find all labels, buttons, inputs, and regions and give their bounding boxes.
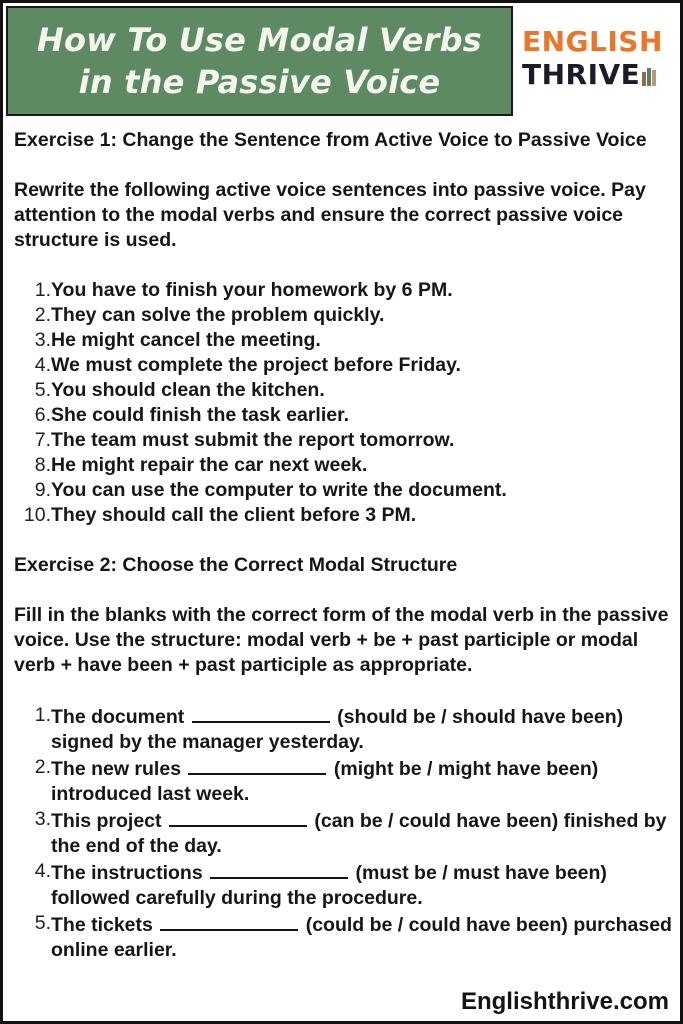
item-text: They can solve the problem quickly. [51,304,385,326]
item-number: 1. [34,279,51,301]
item-text [51,859,674,911]
list-item [14,911,674,963]
item-text [51,911,674,963]
list-item [14,428,674,453]
item-number: 2. [34,756,51,778]
list-item [14,403,674,428]
list-item [14,328,674,353]
item-number: 10. [23,504,51,526]
item-text-before: The instructions [51,862,203,884]
item-number: 5. [34,912,51,934]
brand-logo-bottom: THRIVE [522,58,641,91]
exercise-1-instructions: Rewrite the following active voice sentences into passive voice. Pay attention to the modal verbs and ensure the correct passive voice structure is used. [14,179,646,251]
item-number: 5. [34,379,51,401]
item-text-before: The tickets [51,914,153,936]
item-number: 3. [34,808,51,830]
item-text: He might cancel the meeting. [51,329,321,351]
item-text-before: The new rules [51,758,182,780]
brand-logo-bottom-row [522,58,672,92]
list-item [14,378,674,403]
exercise-2-instructions: Fill in the blanks with the correct form of the modal verb in the passive voice. Use the structure: modal verb + be + past participle or modal verb + have been + past participle as appropriate. [14,604,669,676]
item-text-after: (must be / must have been) followed carefully during the procedure. [51,862,607,909]
item-text: The team must submit the report tomorrow. [51,429,455,451]
list-item [14,503,674,528]
item-number: 9. [34,479,51,501]
item-number: 4. [34,860,51,882]
list-item [14,453,674,478]
item-text [51,703,674,755]
item-number: 4. [34,354,51,376]
books-icon [642,64,657,86]
list-item [14,278,674,303]
item-text [51,755,674,807]
item-text-after: (can be / could have been) finished by the end of the day. [51,810,667,857]
item-text [51,807,674,859]
fill-in-blank[interactable] [188,755,326,775]
worksheet-content [14,128,674,963]
item-text: He might repair the car next week. [51,454,368,476]
item-text-before: This project [51,810,162,832]
exercise-2-heading: Exercise 2: Choose the Correct Modal Structure [14,554,458,576]
item-text-before: The document [51,706,185,728]
item-text: You have to finish your homework by 6 PM. [51,279,453,301]
fill-in-blank[interactable] [210,859,348,879]
item-text-after: (could be / could have been) purchased online earlier. [51,914,672,961]
item-number: 7. [34,429,51,451]
item-number: 1. [34,704,51,726]
fill-in-blank[interactable] [160,911,298,931]
item-text: You should clean the kitchen. [51,379,325,401]
item-text: They should call the client before 3 PM. [51,504,417,526]
item-number: 2. [34,304,51,326]
list-item [14,478,674,503]
exercise-2-list [14,703,674,963]
fill-in-blank[interactable] [192,703,330,723]
item-number: 6. [34,404,51,426]
exercise-1-heading: Exercise 1: Change the Sentence from Active Voice to Passive Voice [14,129,647,151]
list-item [14,703,674,755]
page-title-line-2: in the Passive Voice [78,63,441,101]
page-title-line-1: How To Use Modal Verbs [37,21,482,59]
title-banner [6,6,513,116]
list-item [14,859,674,911]
item-text-after: (should be / should have been) signed by the manager yesterday. [51,706,624,753]
list-item [14,755,674,807]
list-item [14,303,674,328]
item-text-after: (might be / might have been) introduced last week. [51,758,599,805]
item-text: You can use the computer to write the document. [51,479,507,501]
footer-website-url: Englishthrive.com [460,988,669,1015]
list-item [14,353,674,378]
item-text: She could finish the task earlier. [51,404,350,426]
item-number: 8. [34,454,51,476]
brand-logo [522,26,672,92]
brand-logo-top: ENGLISH [522,25,663,58]
item-number: 3. [34,329,51,351]
fill-in-blank[interactable] [169,807,307,827]
list-item [14,807,674,859]
item-text: We must complete the project before Friday. [51,354,461,376]
exercise-1-list [14,278,674,528]
